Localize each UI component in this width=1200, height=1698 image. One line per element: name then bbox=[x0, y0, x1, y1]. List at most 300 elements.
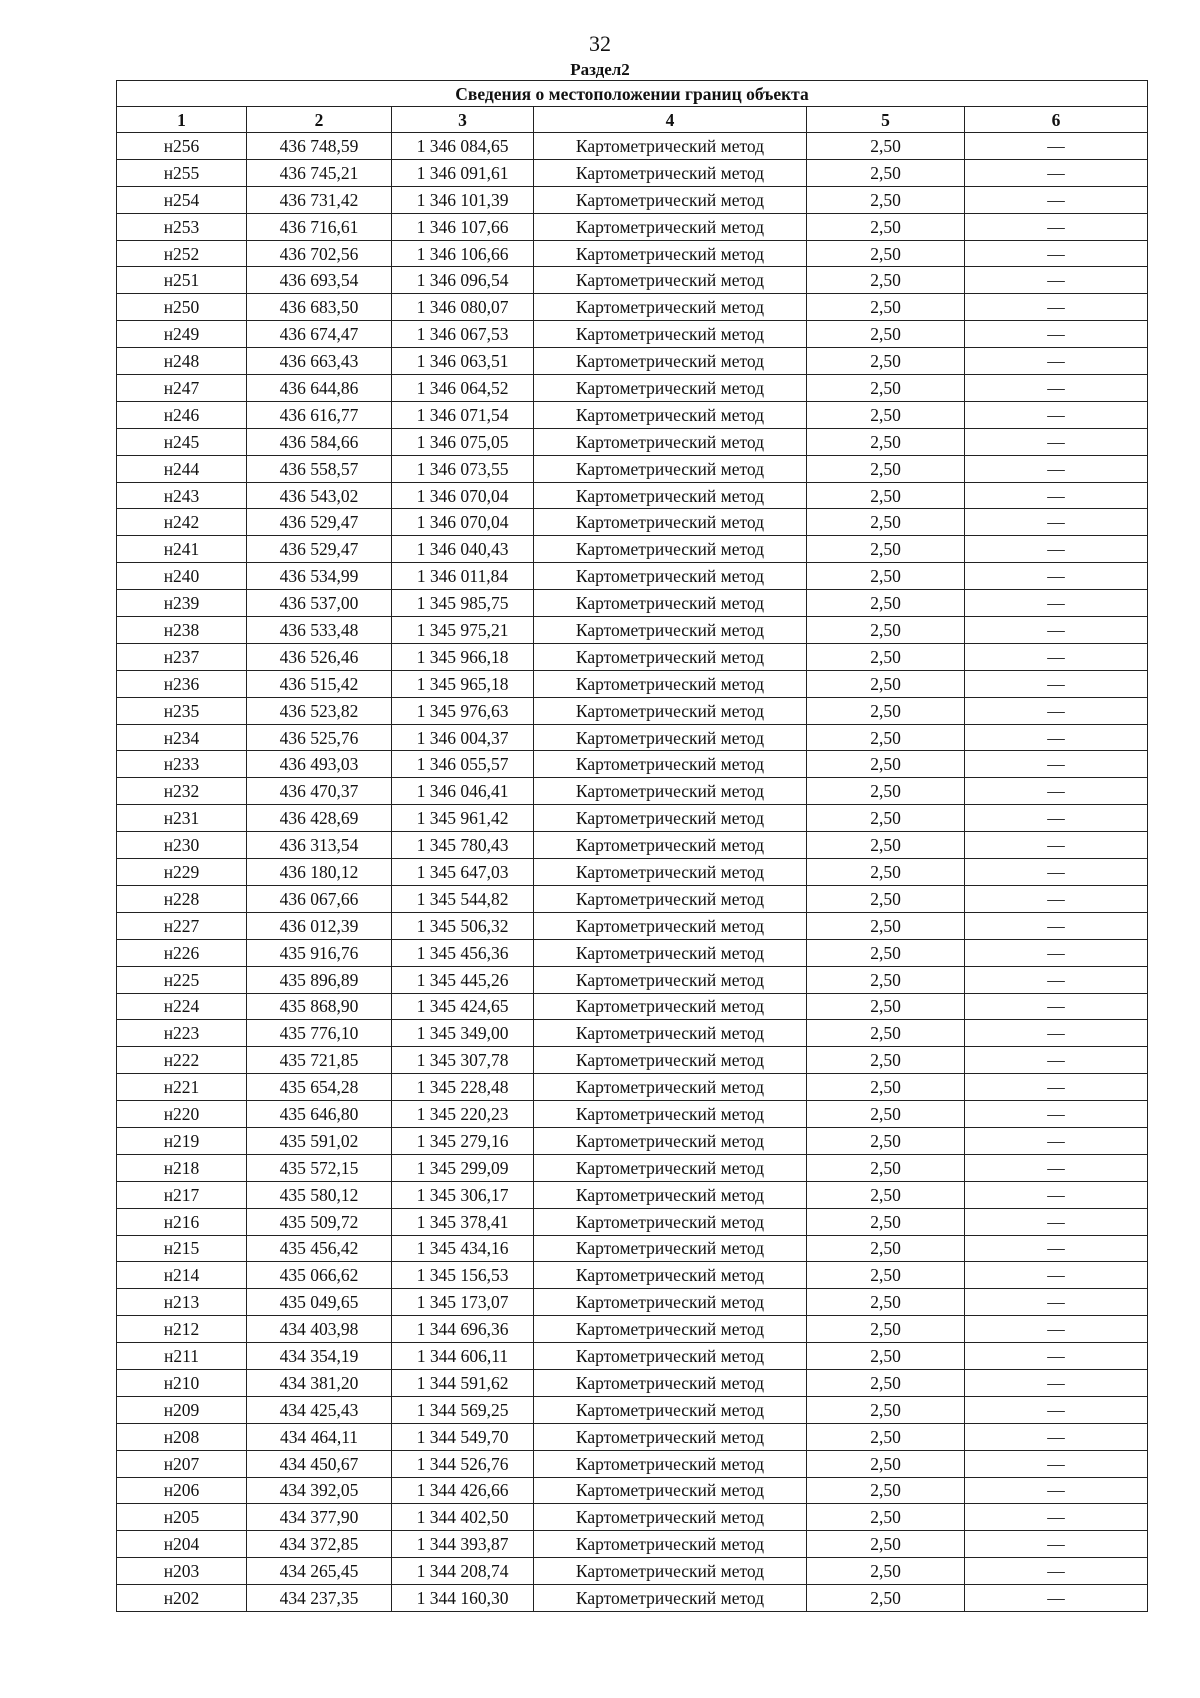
x-coordinate-cell: 434 450,67 bbox=[247, 1450, 392, 1477]
accuracy-cell: 2,50 bbox=[807, 1504, 965, 1531]
x-coordinate-cell: 436 529,47 bbox=[247, 509, 392, 536]
table-row bbox=[117, 939, 1148, 966]
description-cell: — bbox=[965, 590, 1148, 617]
x-coordinate-cell: 436 674,47 bbox=[247, 321, 392, 348]
accuracy-cell: 2,50 bbox=[807, 670, 965, 697]
table-row bbox=[117, 1127, 1148, 1154]
point-number-cell: н227 bbox=[117, 912, 247, 939]
y-coordinate-cell: 1 346 084,65 bbox=[392, 133, 534, 160]
y-coordinate-cell: 1 345 279,16 bbox=[392, 1127, 534, 1154]
x-coordinate-cell: 436 537,00 bbox=[247, 590, 392, 617]
description-cell: — bbox=[965, 1316, 1148, 1343]
point-number-cell: н243 bbox=[117, 482, 247, 509]
x-coordinate-cell: 436 543,02 bbox=[247, 482, 392, 509]
x-coordinate-cell: 435 580,12 bbox=[247, 1181, 392, 1208]
point-number-cell: н245 bbox=[117, 428, 247, 455]
point-number-cell: н213 bbox=[117, 1289, 247, 1316]
x-coordinate-cell: 436 525,76 bbox=[247, 724, 392, 751]
description-cell: — bbox=[965, 240, 1148, 267]
method-cell: Картометрический метод bbox=[534, 1181, 807, 1208]
accuracy-cell: 2,50 bbox=[807, 1181, 965, 1208]
description-cell: — bbox=[965, 1154, 1148, 1181]
y-coordinate-cell: 1 346 063,51 bbox=[392, 348, 534, 375]
x-coordinate-cell: 436 533,48 bbox=[247, 617, 392, 644]
description-cell: — bbox=[965, 321, 1148, 348]
x-coordinate-cell: 436 716,61 bbox=[247, 213, 392, 240]
accuracy-cell: 2,50 bbox=[807, 1127, 965, 1154]
table-row bbox=[117, 697, 1148, 724]
point-number-cell: н239 bbox=[117, 590, 247, 617]
x-coordinate-cell: 436 529,47 bbox=[247, 536, 392, 563]
point-number-cell: н216 bbox=[117, 1208, 247, 1235]
accuracy-cell: 2,50 bbox=[807, 455, 965, 482]
method-cell: Картометрический метод bbox=[534, 1396, 807, 1423]
x-coordinate-cell: 436 313,54 bbox=[247, 832, 392, 859]
description-cell: — bbox=[965, 375, 1148, 402]
x-coordinate-cell: 434 377,90 bbox=[247, 1504, 392, 1531]
accuracy-cell: 2,50 bbox=[807, 966, 965, 993]
accuracy-cell: 2,50 bbox=[807, 213, 965, 240]
accuracy-cell: 2,50 bbox=[807, 1531, 965, 1558]
x-coordinate-cell: 436 558,57 bbox=[247, 455, 392, 482]
y-coordinate-cell: 1 344 606,11 bbox=[392, 1343, 534, 1370]
x-coordinate-cell: 434 392,05 bbox=[247, 1477, 392, 1504]
x-coordinate-cell: 435 456,42 bbox=[247, 1235, 392, 1262]
y-coordinate-cell: 1 346 101,39 bbox=[392, 186, 534, 213]
description-cell: — bbox=[965, 482, 1148, 509]
point-number-cell: н254 bbox=[117, 186, 247, 213]
description-cell: — bbox=[965, 348, 1148, 375]
x-coordinate-cell: 436 644,86 bbox=[247, 375, 392, 402]
accuracy-cell: 2,50 bbox=[807, 321, 965, 348]
point-number-cell: н246 bbox=[117, 401, 247, 428]
y-coordinate-cell: 1 345 299,09 bbox=[392, 1154, 534, 1181]
y-coordinate-cell: 1 344 402,50 bbox=[392, 1504, 534, 1531]
method-cell: Картометрический метод bbox=[534, 751, 807, 778]
table-row bbox=[117, 751, 1148, 778]
table-row bbox=[117, 1585, 1148, 1612]
accuracy-cell: 2,50 bbox=[807, 1396, 965, 1423]
x-coordinate-cell: 435 654,28 bbox=[247, 1074, 392, 1101]
point-number-cell: н244 bbox=[117, 455, 247, 482]
method-cell: Картометрический метод bbox=[534, 294, 807, 321]
table-row bbox=[117, 186, 1148, 213]
table-row bbox=[117, 1154, 1148, 1181]
table-row bbox=[117, 885, 1148, 912]
x-coordinate-cell: 436 428,69 bbox=[247, 805, 392, 832]
method-cell: Картометрический метод bbox=[534, 1235, 807, 1262]
point-number-cell: н207 bbox=[117, 1450, 247, 1477]
column-header: 3 bbox=[392, 107, 534, 133]
accuracy-cell: 2,50 bbox=[807, 1450, 965, 1477]
column-header: 1 bbox=[117, 107, 247, 133]
table-row bbox=[117, 1235, 1148, 1262]
x-coordinate-cell: 434 354,19 bbox=[247, 1343, 392, 1370]
y-coordinate-cell: 1 346 096,54 bbox=[392, 267, 534, 294]
point-number-cell: н214 bbox=[117, 1262, 247, 1289]
point-number-cell: н203 bbox=[117, 1558, 247, 1585]
description-cell: — bbox=[965, 1504, 1148, 1531]
table-row bbox=[117, 1074, 1148, 1101]
x-coordinate-cell: 436 693,54 bbox=[247, 267, 392, 294]
page-number: 32 bbox=[589, 31, 611, 56]
accuracy-cell: 2,50 bbox=[807, 1289, 965, 1316]
y-coordinate-cell: 1 345 976,63 bbox=[392, 697, 534, 724]
accuracy-cell: 2,50 bbox=[807, 724, 965, 751]
table-row bbox=[117, 1504, 1148, 1531]
method-cell: Картометрический метод bbox=[534, 1020, 807, 1047]
method-cell: Картометрический метод bbox=[534, 1423, 807, 1450]
point-number-cell: н255 bbox=[117, 159, 247, 186]
description-cell: — bbox=[965, 428, 1148, 455]
description-cell: — bbox=[965, 670, 1148, 697]
table-header-row bbox=[117, 107, 1148, 133]
method-cell: Картометрический метод bbox=[534, 1531, 807, 1558]
description-cell: — bbox=[965, 724, 1148, 751]
accuracy-cell: 2,50 bbox=[807, 1558, 965, 1585]
table-row bbox=[117, 993, 1148, 1020]
method-cell: Картометрический метод bbox=[534, 617, 807, 644]
accuracy-cell: 2,50 bbox=[807, 993, 965, 1020]
method-cell: Картометрический метод bbox=[534, 1101, 807, 1128]
table-row bbox=[117, 536, 1148, 563]
accuracy-cell: 2,50 bbox=[807, 1585, 965, 1612]
column-header: 4 bbox=[534, 107, 807, 133]
x-coordinate-cell: 434 381,20 bbox=[247, 1369, 392, 1396]
x-coordinate-cell: 435 572,15 bbox=[247, 1154, 392, 1181]
y-coordinate-cell: 1 345 456,36 bbox=[392, 939, 534, 966]
point-number-cell: н209 bbox=[117, 1396, 247, 1423]
description-cell: — bbox=[965, 455, 1148, 482]
accuracy-cell: 2,50 bbox=[807, 912, 965, 939]
point-number-cell: н219 bbox=[117, 1127, 247, 1154]
method-cell: Картометрический метод bbox=[534, 482, 807, 509]
x-coordinate-cell: 435 066,62 bbox=[247, 1262, 392, 1289]
method-cell: Картометрический метод bbox=[534, 186, 807, 213]
description-cell: — bbox=[965, 1450, 1148, 1477]
y-coordinate-cell: 1 346 040,43 bbox=[392, 536, 534, 563]
y-coordinate-cell: 1 345 307,78 bbox=[392, 1047, 534, 1074]
accuracy-cell: 2,50 bbox=[807, 482, 965, 509]
point-number-cell: н206 bbox=[117, 1477, 247, 1504]
description-cell: — bbox=[965, 805, 1148, 832]
table-row bbox=[117, 401, 1148, 428]
y-coordinate-cell: 1 345 985,75 bbox=[392, 590, 534, 617]
x-coordinate-cell: 436 584,66 bbox=[247, 428, 392, 455]
x-coordinate-cell: 436 180,12 bbox=[247, 859, 392, 886]
y-coordinate-cell: 1 345 156,53 bbox=[392, 1262, 534, 1289]
accuracy-cell: 2,50 bbox=[807, 536, 965, 563]
table-row bbox=[117, 455, 1148, 482]
description-cell: — bbox=[965, 1127, 1148, 1154]
y-coordinate-cell: 1 345 220,23 bbox=[392, 1101, 534, 1128]
y-coordinate-cell: 1 344 208,74 bbox=[392, 1558, 534, 1585]
y-coordinate-cell: 1 346 070,04 bbox=[392, 482, 534, 509]
table-row bbox=[117, 1020, 1148, 1047]
method-cell: Картометрический метод bbox=[534, 1047, 807, 1074]
point-number-cell: н208 bbox=[117, 1423, 247, 1450]
method-cell: Картометрический метод bbox=[534, 724, 807, 751]
description-cell: — bbox=[965, 697, 1148, 724]
point-number-cell: н249 bbox=[117, 321, 247, 348]
x-coordinate-cell: 434 425,43 bbox=[247, 1396, 392, 1423]
point-number-cell: н228 bbox=[117, 885, 247, 912]
accuracy-cell: 2,50 bbox=[807, 1208, 965, 1235]
description-cell: — bbox=[965, 643, 1148, 670]
accuracy-cell: 2,50 bbox=[807, 509, 965, 536]
description-cell: — bbox=[965, 966, 1148, 993]
method-cell: Картометрический метод bbox=[534, 563, 807, 590]
method-cell: Картометрический метод bbox=[534, 455, 807, 482]
method-cell: Картометрический метод bbox=[534, 1208, 807, 1235]
description-cell: — bbox=[965, 617, 1148, 644]
y-coordinate-cell: 1 346 011,84 bbox=[392, 563, 534, 590]
x-coordinate-cell: 435 868,90 bbox=[247, 993, 392, 1020]
table-row bbox=[117, 240, 1148, 267]
y-coordinate-cell: 1 346 071,54 bbox=[392, 401, 534, 428]
x-coordinate-cell: 435 509,72 bbox=[247, 1208, 392, 1235]
y-coordinate-cell: 1 346 106,66 bbox=[392, 240, 534, 267]
method-cell: Картометрический метод bbox=[534, 912, 807, 939]
y-coordinate-cell: 1 345 966,18 bbox=[392, 643, 534, 670]
table-row bbox=[117, 805, 1148, 832]
description-cell: — bbox=[965, 751, 1148, 778]
accuracy-cell: 2,50 bbox=[807, 859, 965, 886]
y-coordinate-cell: 1 346 107,66 bbox=[392, 213, 534, 240]
method-cell: Картометрический метод bbox=[534, 267, 807, 294]
method-cell: Картометрический метод bbox=[534, 133, 807, 160]
point-number-cell: н236 bbox=[117, 670, 247, 697]
accuracy-cell: 2,50 bbox=[807, 643, 965, 670]
y-coordinate-cell: 1 346 075,05 bbox=[392, 428, 534, 455]
point-number-cell: н217 bbox=[117, 1181, 247, 1208]
method-cell: Картометрический метод bbox=[534, 1477, 807, 1504]
description-cell: — bbox=[965, 1289, 1148, 1316]
description-cell: — bbox=[965, 509, 1148, 536]
y-coordinate-cell: 1 345 647,03 bbox=[392, 859, 534, 886]
x-coordinate-cell: 436 731,42 bbox=[247, 186, 392, 213]
description-cell: — bbox=[965, 1262, 1148, 1289]
y-coordinate-cell: 1 346 067,53 bbox=[392, 321, 534, 348]
point-number-cell: н211 bbox=[117, 1343, 247, 1370]
description-cell: — bbox=[965, 993, 1148, 1020]
point-number-cell: н252 bbox=[117, 240, 247, 267]
point-number-cell: н212 bbox=[117, 1316, 247, 1343]
x-coordinate-cell: 434 464,11 bbox=[247, 1423, 392, 1450]
y-coordinate-cell: 1 346 046,41 bbox=[392, 778, 534, 805]
description-cell: — bbox=[965, 1208, 1148, 1235]
accuracy-cell: 2,50 bbox=[807, 617, 965, 644]
description-cell: — bbox=[965, 1020, 1148, 1047]
point-number-cell: н232 bbox=[117, 778, 247, 805]
y-coordinate-cell: 1 346 064,52 bbox=[392, 375, 534, 402]
method-cell: Картометрический метод bbox=[534, 697, 807, 724]
table-row bbox=[117, 617, 1148, 644]
description-cell: — bbox=[965, 294, 1148, 321]
table-row bbox=[117, 859, 1148, 886]
method-cell: Картометрический метод bbox=[534, 1585, 807, 1612]
accuracy-cell: 2,50 bbox=[807, 778, 965, 805]
y-coordinate-cell: 1 344 591,62 bbox=[392, 1369, 534, 1396]
method-cell: Картометрический метод bbox=[534, 1289, 807, 1316]
point-number-cell: н222 bbox=[117, 1047, 247, 1074]
method-cell: Картометрический метод bbox=[534, 966, 807, 993]
method-cell: Картометрический метод bbox=[534, 1343, 807, 1370]
table-row bbox=[117, 375, 1148, 402]
y-coordinate-cell: 1 345 173,07 bbox=[392, 1289, 534, 1316]
point-number-cell: н221 bbox=[117, 1074, 247, 1101]
description-cell: — bbox=[965, 912, 1148, 939]
table-row bbox=[117, 563, 1148, 590]
y-coordinate-cell: 1 345 434,16 bbox=[392, 1235, 534, 1262]
y-coordinate-cell: 1 345 975,21 bbox=[392, 617, 534, 644]
point-number-cell: н237 bbox=[117, 643, 247, 670]
point-number-cell: н241 bbox=[117, 536, 247, 563]
accuracy-cell: 2,50 bbox=[807, 240, 965, 267]
table-row bbox=[117, 912, 1148, 939]
description-cell: — bbox=[965, 563, 1148, 590]
description-cell: — bbox=[965, 133, 1148, 160]
method-cell: Картометрический метод bbox=[534, 1154, 807, 1181]
table-row bbox=[117, 1181, 1148, 1208]
x-coordinate-cell: 436 012,39 bbox=[247, 912, 392, 939]
description-cell: — bbox=[965, 267, 1148, 294]
accuracy-cell: 2,50 bbox=[807, 159, 965, 186]
description-cell: — bbox=[965, 1235, 1148, 1262]
x-coordinate-cell: 434 265,45 bbox=[247, 1558, 392, 1585]
point-number-cell: н231 bbox=[117, 805, 247, 832]
point-number-cell: н240 bbox=[117, 563, 247, 590]
accuracy-cell: 2,50 bbox=[807, 590, 965, 617]
accuracy-cell: 2,50 bbox=[807, 428, 965, 455]
y-coordinate-cell: 1 346 070,04 bbox=[392, 509, 534, 536]
x-coordinate-cell: 436 515,42 bbox=[247, 670, 392, 697]
y-coordinate-cell: 1 344 426,66 bbox=[392, 1477, 534, 1504]
x-coordinate-cell: 434 372,85 bbox=[247, 1531, 392, 1558]
accuracy-cell: 2,50 bbox=[807, 375, 965, 402]
description-cell: — bbox=[965, 832, 1148, 859]
point-number-cell: н235 bbox=[117, 697, 247, 724]
description-cell: — bbox=[965, 1047, 1148, 1074]
point-number-cell: н230 bbox=[117, 832, 247, 859]
description-cell: — bbox=[965, 1101, 1148, 1128]
table-row bbox=[117, 482, 1148, 509]
point-number-cell: н223 bbox=[117, 1020, 247, 1047]
y-coordinate-cell: 1 346 091,61 bbox=[392, 159, 534, 186]
y-coordinate-cell: 1 345 780,43 bbox=[392, 832, 534, 859]
description-cell: — bbox=[965, 401, 1148, 428]
description-cell: — bbox=[965, 1585, 1148, 1612]
table-row bbox=[117, 1369, 1148, 1396]
x-coordinate-cell: 436 748,59 bbox=[247, 133, 392, 160]
point-number-cell: н225 bbox=[117, 966, 247, 993]
table-row bbox=[117, 267, 1148, 294]
table-row bbox=[117, 1450, 1148, 1477]
description-cell: — bbox=[965, 859, 1148, 886]
table-row bbox=[117, 590, 1148, 617]
x-coordinate-cell: 436 493,03 bbox=[247, 751, 392, 778]
method-cell: Картометрический метод bbox=[534, 159, 807, 186]
point-number-cell: н215 bbox=[117, 1235, 247, 1262]
table-row bbox=[117, 670, 1148, 697]
accuracy-cell: 2,50 bbox=[807, 1235, 965, 1262]
method-cell: Картометрический метод bbox=[534, 1074, 807, 1101]
accuracy-cell: 2,50 bbox=[807, 1343, 965, 1370]
x-coordinate-cell: 435 896,89 bbox=[247, 966, 392, 993]
accuracy-cell: 2,50 bbox=[807, 1154, 965, 1181]
x-coordinate-cell: 436 067,66 bbox=[247, 885, 392, 912]
method-cell: Картометрический метод bbox=[534, 1127, 807, 1154]
method-cell: Картометрический метод bbox=[534, 509, 807, 536]
point-number-cell: н253 bbox=[117, 213, 247, 240]
x-coordinate-cell: 436 745,21 bbox=[247, 159, 392, 186]
accuracy-cell: 2,50 bbox=[807, 401, 965, 428]
table-row bbox=[117, 1047, 1148, 1074]
description-cell: — bbox=[965, 1396, 1148, 1423]
method-cell: Картометрический метод bbox=[534, 885, 807, 912]
point-number-cell: н218 bbox=[117, 1154, 247, 1181]
method-cell: Картометрический метод bbox=[534, 321, 807, 348]
x-coordinate-cell: 435 049,65 bbox=[247, 1289, 392, 1316]
description-cell: — bbox=[965, 1369, 1148, 1396]
y-coordinate-cell: 1 345 965,18 bbox=[392, 670, 534, 697]
table-row bbox=[117, 133, 1148, 160]
x-coordinate-cell: 435 591,02 bbox=[247, 1127, 392, 1154]
point-number-cell: н233 bbox=[117, 751, 247, 778]
accuracy-cell: 2,50 bbox=[807, 1369, 965, 1396]
column-header: 6 bbox=[965, 107, 1148, 133]
y-coordinate-cell: 1 344 393,87 bbox=[392, 1531, 534, 1558]
x-coordinate-cell: 435 646,80 bbox=[247, 1101, 392, 1128]
point-number-cell: н205 bbox=[117, 1504, 247, 1531]
accuracy-cell: 2,50 bbox=[807, 1423, 965, 1450]
table-row bbox=[117, 1396, 1148, 1423]
method-cell: Картометрический метод bbox=[534, 375, 807, 402]
table-row bbox=[117, 1101, 1148, 1128]
table-row bbox=[117, 832, 1148, 859]
x-coordinate-cell: 436 663,43 bbox=[247, 348, 392, 375]
accuracy-cell: 2,50 bbox=[807, 267, 965, 294]
table-row bbox=[117, 1316, 1148, 1343]
accuracy-cell: 2,50 bbox=[807, 133, 965, 160]
description-cell: — bbox=[965, 536, 1148, 563]
table-row bbox=[117, 1477, 1148, 1504]
accuracy-cell: 2,50 bbox=[807, 751, 965, 778]
accuracy-cell: 2,50 bbox=[807, 939, 965, 966]
x-coordinate-cell: 435 721,85 bbox=[247, 1047, 392, 1074]
point-number-cell: н242 bbox=[117, 509, 247, 536]
table-body bbox=[117, 133, 1148, 1612]
x-coordinate-cell: 436 534,99 bbox=[247, 563, 392, 590]
point-number-cell: н220 bbox=[117, 1101, 247, 1128]
point-number-cell: н202 bbox=[117, 1585, 247, 1612]
x-coordinate-cell: 436 616,77 bbox=[247, 401, 392, 428]
method-cell: Картометрический метод bbox=[534, 213, 807, 240]
y-coordinate-cell: 1 345 228,48 bbox=[392, 1074, 534, 1101]
description-cell: — bbox=[965, 186, 1148, 213]
method-cell: Картометрический метод bbox=[534, 993, 807, 1020]
point-number-cell: н234 bbox=[117, 724, 247, 751]
method-cell: Картометрический метод bbox=[534, 1316, 807, 1343]
accuracy-cell: 2,50 bbox=[807, 1101, 965, 1128]
y-coordinate-cell: 1 345 378,41 bbox=[392, 1208, 534, 1235]
x-coordinate-cell: 435 776,10 bbox=[247, 1020, 392, 1047]
y-coordinate-cell: 1 344 549,70 bbox=[392, 1423, 534, 1450]
table-row bbox=[117, 321, 1148, 348]
description-cell: — bbox=[965, 159, 1148, 186]
description-cell: — bbox=[965, 1558, 1148, 1585]
accuracy-cell: 2,50 bbox=[807, 348, 965, 375]
